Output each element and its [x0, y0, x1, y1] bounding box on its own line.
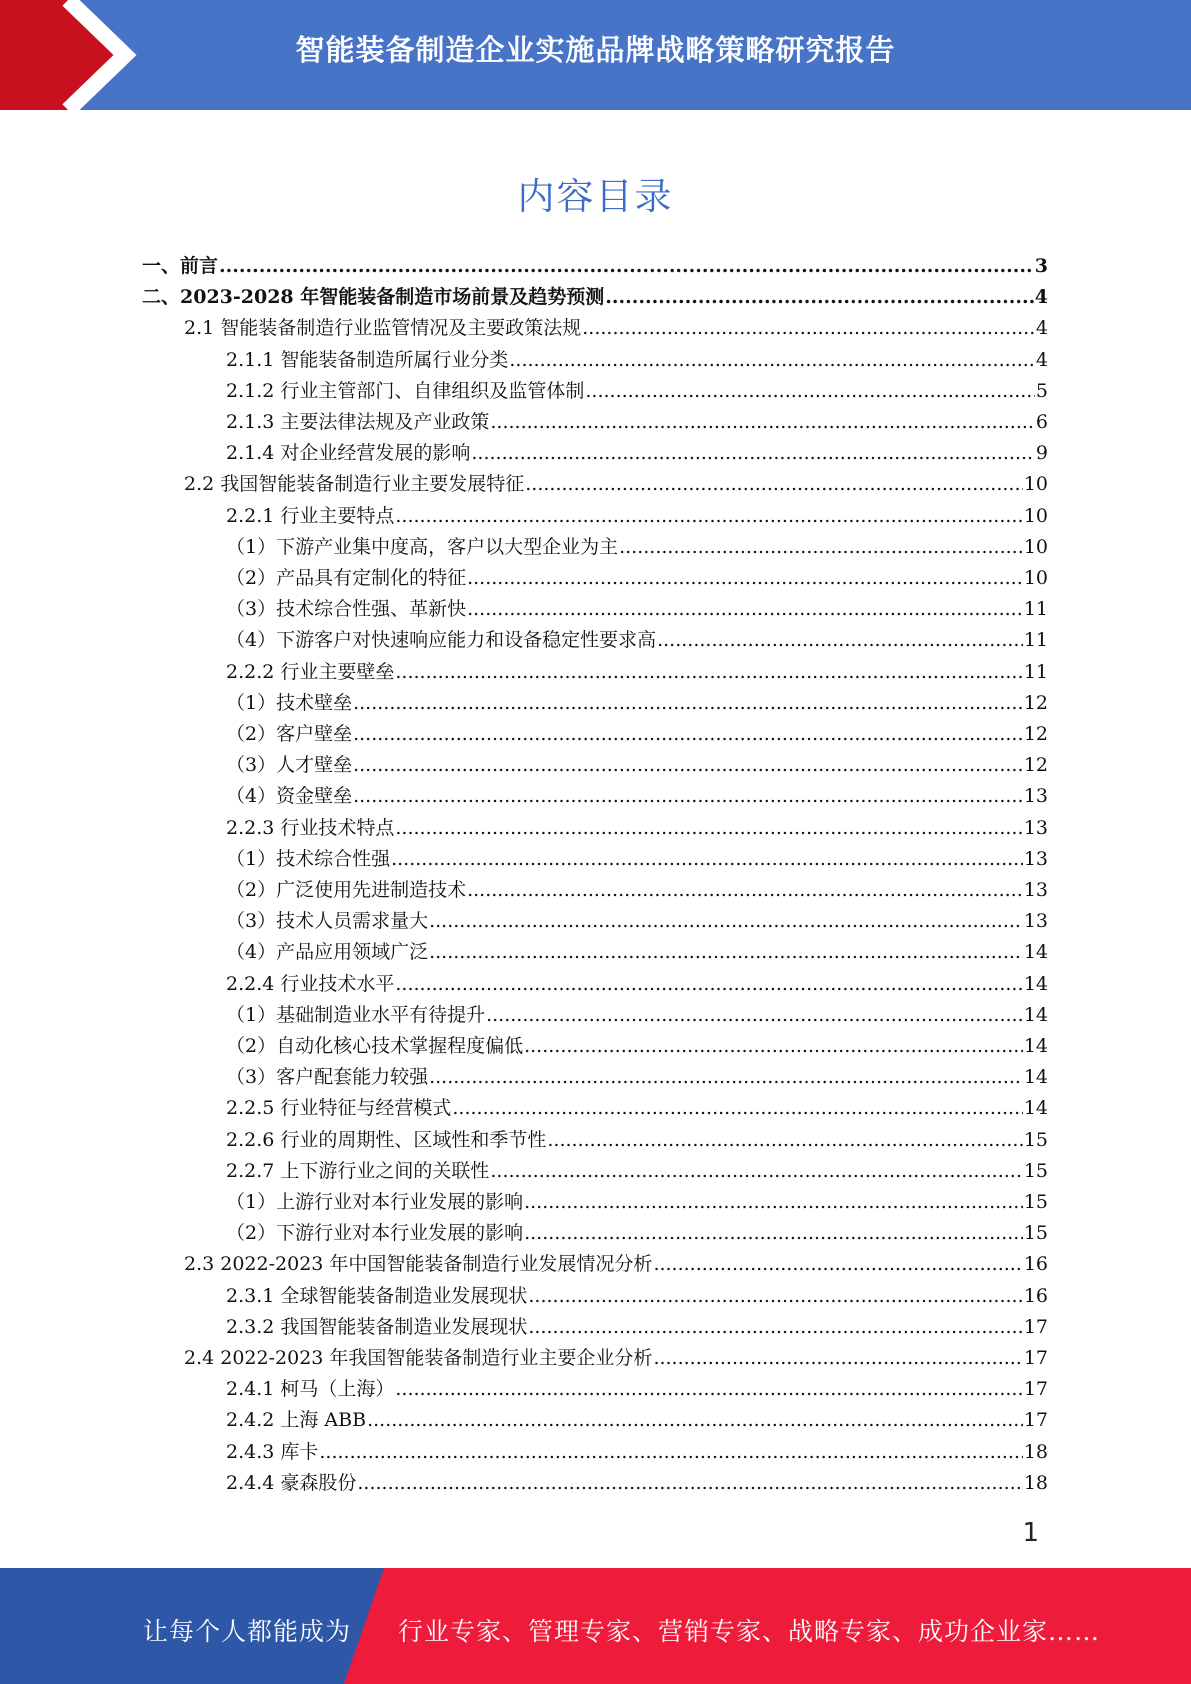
toc-leader-dots	[429, 907, 1023, 935]
toc-entry-page: 15	[1023, 1222, 1048, 1245]
toc-entry[interactable]	[226, 1469, 1048, 1497]
toc-entry[interactable]	[226, 408, 1048, 436]
toc-leader-dots	[524, 1032, 1023, 1060]
report-title: 智能装备制造企业实施品牌战略策略研究报告	[295, 33, 896, 67]
toc-entry[interactable]	[226, 782, 1048, 810]
page-header	[0, 0, 1191, 110]
toc-leader-dots	[528, 1282, 1022, 1310]
toc-entry[interactable]	[184, 470, 1048, 498]
page-footer	[0, 1568, 1191, 1684]
toc-entry-page: 10	[1023, 567, 1048, 589]
toc-entry[interactable]	[226, 502, 1048, 530]
toc-entry[interactable]	[226, 626, 1048, 654]
toc-leader-dots	[367, 1406, 1023, 1434]
toc-leader-dots	[353, 751, 1023, 779]
toc-entry-page: 14	[1023, 972, 1048, 995]
toc-entry-page: 15	[1023, 1159, 1048, 1182]
toc-entry[interactable]	[226, 876, 1048, 904]
toc-leader-dots	[452, 1094, 1022, 1122]
toc-entry-label: 2.1.2 行业主管部门、自律组织及监管体制	[226, 379, 585, 402]
toc-entry-label: 2.2.3 行业技术特点	[226, 816, 395, 839]
toc-leader-dots	[467, 595, 1023, 623]
toc-entry-label: （3）客户配套能力较强	[226, 1066, 429, 1089]
toc-leader-dots	[490, 1157, 1022, 1185]
toc-leader-dots	[319, 1438, 1022, 1466]
toc-entry[interactable]	[226, 439, 1048, 467]
toc-entry[interactable]	[226, 1375, 1048, 1403]
toc-entry-page: 4	[1034, 286, 1048, 309]
toc-entry-label: 2.1.4 对企业经营发展的影响	[226, 442, 471, 465]
toc-entry-page: 14	[1023, 941, 1048, 964]
toc-leader-dots	[219, 252, 1034, 280]
footer-slogan-right: 行业专家、管理专家、营销专家、战略专家、成功企业家……	[398, 1617, 1101, 1646]
toc-entry[interactable]	[226, 1406, 1048, 1434]
toc-leader-dots	[353, 689, 1023, 717]
toc-entry-label: （4）下游客户对快速响应能力和设备稳定性要求高	[226, 629, 657, 652]
toc-leader-dots	[395, 1375, 1022, 1403]
toc-entry[interactable]	[226, 814, 1048, 842]
toc-heading: 内容目录	[517, 175, 674, 218]
toc-entry-label: 2.2.5 行业特征与经营模式	[226, 1097, 452, 1120]
toc-leader-dots	[653, 1250, 1022, 1278]
toc-leader-dots	[524, 1188, 1023, 1216]
toc-leader-dots	[657, 626, 1023, 654]
toc-leader-dots	[471, 439, 1035, 467]
toc-entry-page: 12	[1023, 754, 1048, 777]
toc-entry[interactable]	[226, 1032, 1048, 1060]
toc-entry[interactable]	[226, 1063, 1048, 1091]
toc-entry[interactable]	[226, 1126, 1048, 1154]
toc-entry[interactable]	[184, 1250, 1048, 1278]
toc-entry-page: 18	[1023, 1471, 1048, 1494]
toc-entry-label: 一、前言	[142, 255, 219, 277]
toc-entry-page: 13	[1023, 910, 1048, 933]
toc-entry-page: 10	[1023, 504, 1048, 527]
toc-entry-label: 2.2.7 上下游行业之间的关联性	[226, 1159, 490, 1182]
toc-entry-page: 17	[1023, 1315, 1048, 1338]
toc-entry-page: 14	[1023, 1066, 1048, 1089]
toc-entry-page: 16	[1023, 1253, 1048, 1276]
toc-entry-label: 2.4 2022-2023 年我国智能装备制造行业主要企业分析	[184, 1347, 653, 1369]
toc-entry-label: 2.2.1 行业主要特点	[226, 504, 395, 527]
toc-entry-label: 2.2 我国智能装备制造行业主要发展特征	[184, 473, 525, 496]
toc-entry[interactable]	[226, 377, 1048, 405]
toc-leader-dots	[353, 720, 1023, 748]
toc-entry-page: 4	[1035, 317, 1048, 340]
toc-entry-page: 13	[1023, 816, 1048, 839]
toc-entry[interactable]	[226, 751, 1048, 779]
toc-entry-label: （1）基础制造业水平有待提升	[226, 1003, 486, 1026]
toc-entry-page: 17	[1023, 1347, 1048, 1369]
toc-entry[interactable]	[226, 1094, 1048, 1122]
toc-entry[interactable]	[226, 938, 1048, 966]
header-red-arrow	[0, 0, 125, 110]
toc-leader-dots	[509, 346, 1035, 374]
toc-entry-page: 12	[1023, 691, 1048, 714]
toc-entry-page: 6	[1035, 411, 1048, 433]
toc-entry-label: （2）广泛使用先进制造技术	[226, 879, 467, 901]
toc-entry[interactable]	[226, 1438, 1048, 1466]
toc-leader-dots	[605, 283, 1034, 311]
toc-entry[interactable]	[184, 1344, 1048, 1372]
toc-leader-dots	[395, 814, 1022, 842]
toc-entry-label: （1）下游产业集中度高，客户以大型企业为主	[226, 535, 619, 558]
toc-entry-page: 13	[1023, 847, 1048, 870]
toc-entry-label: 2.1 智能装备制造行业监管情况及主要政策法规	[184, 317, 582, 340]
toc-leader-dots	[525, 470, 1023, 498]
toc-entry-label: （2）下游行业对本行业发展的影响	[226, 1222, 524, 1245]
toc-entry-label: 2.3.2 我国智能装备制造业发展现状	[226, 1315, 528, 1338]
toc-entry-page: 13	[1023, 785, 1048, 808]
toc-entry[interactable]	[226, 533, 1048, 561]
toc-entry-label: 2.2.6 行业的周期性、区域性和季节性	[226, 1128, 547, 1151]
toc-entry[interactable]	[226, 970, 1048, 998]
toc-leader-dots	[486, 1001, 1023, 1029]
toc-entry-label: 2.1.3 主要法律法规及产业政策	[226, 411, 490, 433]
toc-leader-dots	[467, 564, 1023, 592]
toc-leader-dots	[547, 1126, 1022, 1154]
toc-entry-label: （3）技术综合性强、革新快	[226, 598, 467, 621]
toc-entry-label: （1）技术壁垒	[226, 691, 353, 714]
toc-leader-dots	[582, 314, 1035, 342]
toc-entry[interactable]	[226, 845, 1048, 873]
toc-entry[interactable]	[226, 1313, 1048, 1341]
toc-entry[interactable]	[226, 346, 1048, 374]
toc-entry-label: 二、2023-2028 年智能装备制造市场前景及趋势预测	[142, 286, 605, 309]
toc-entry-page: 3	[1034, 255, 1048, 277]
toc-entry[interactable]	[226, 1282, 1048, 1310]
toc-leader-dots	[619, 533, 1023, 561]
toc-entry-page: 12	[1023, 723, 1048, 745]
toc-entry-label: 2.1.1 智能装备制造所属行业分类	[226, 348, 509, 371]
toc-entry-page: 5	[1035, 379, 1048, 402]
toc-entry-page: 11	[1023, 598, 1048, 621]
toc-entry-page: 4	[1035, 348, 1048, 371]
toc-entry-label: 2.4.1 柯马（上海）	[226, 1378, 395, 1401]
toc-entry-page: 15	[1023, 1128, 1048, 1151]
toc-entry-page: 14	[1023, 1003, 1048, 1026]
toc-leader-dots	[391, 845, 1023, 873]
toc-entry[interactable]	[226, 1157, 1048, 1185]
toc-entry-label: 2.2.4 行业技术水平	[226, 972, 395, 995]
toc-entry-label: （2）产品具有定制化的特征	[226, 567, 467, 589]
toc-entry-label: 2.4.2 上海 ABB	[226, 1409, 367, 1432]
toc-entry-label: （1）上游行业对本行业发展的影响	[226, 1191, 524, 1213]
toc-entry[interactable]	[226, 595, 1048, 623]
toc-entry[interactable]	[142, 283, 1048, 311]
toc-leader-dots	[353, 782, 1023, 810]
toc-entry-page: 15	[1023, 1191, 1048, 1213]
toc-leader-dots	[528, 1313, 1022, 1341]
toc-entry-label: （4）产品应用领域广泛	[226, 941, 429, 964]
footer-slogan-left: 让每个人都能成为	[143, 1617, 352, 1646]
toc-leader-dots	[395, 502, 1022, 530]
page-number: 1	[1022, 1518, 1039, 1548]
toc-leader-dots	[653, 1344, 1022, 1372]
toc-entry[interactable]	[226, 1188, 1048, 1216]
toc-entry-page: 11	[1023, 660, 1048, 683]
toc-entry-label: 2.3 2022-2023 年中国智能装备制造行业发展情况分析	[184, 1253, 653, 1276]
toc-entry-page: 14	[1023, 1035, 1048, 1057]
toc-entry-page: 18	[1023, 1440, 1048, 1463]
toc-entry-page: 9	[1035, 442, 1048, 465]
toc-entry[interactable]	[226, 689, 1048, 717]
toc-entry-page: 13	[1023, 879, 1048, 901]
toc-entry-label: 2.3.1 全球智能装备制造业发展现状	[226, 1284, 528, 1307]
toc-entry-page: 14	[1023, 1097, 1048, 1120]
toc-entry-page: 11	[1023, 629, 1048, 652]
toc-entry-label: 2.4.4 豪森股份	[226, 1471, 357, 1494]
toc-entry[interactable]	[226, 658, 1048, 686]
toc-entry-label: （4）资金壁垒	[226, 785, 353, 808]
toc-entry-label: 2.2.2 行业主要壁垒	[226, 660, 395, 683]
toc-entry[interactable]	[184, 314, 1048, 342]
toc-entry-page: 10	[1023, 535, 1048, 558]
toc-entry[interactable]	[226, 564, 1048, 592]
toc-entry-label: （3）技术人员需求量大	[226, 910, 429, 933]
toc-leader-dots	[395, 658, 1022, 686]
toc-leader-dots	[467, 876, 1023, 904]
toc-entry[interactable]	[226, 907, 1048, 935]
toc-leader-dots	[357, 1469, 1022, 1497]
toc-entry[interactable]	[226, 1001, 1048, 1029]
toc-entry[interactable]	[142, 252, 1048, 280]
toc-leader-dots	[429, 938, 1023, 966]
toc-entry-page: 17	[1023, 1378, 1048, 1401]
toc-entry[interactable]	[226, 1219, 1048, 1247]
toc-leader-dots	[490, 408, 1035, 436]
toc-entry-label: （2）客户壁垒	[226, 723, 353, 745]
toc-entry-label: （3）人才壁垒	[226, 754, 353, 777]
toc-entry-label: （1）技术综合性强	[226, 847, 391, 870]
toc-leader-dots	[585, 377, 1035, 405]
toc-entry-page: 17	[1023, 1409, 1048, 1432]
toc-leader-dots	[429, 1063, 1023, 1091]
toc-entry-label: 2.4.3 库卡	[226, 1440, 319, 1463]
toc-entry[interactable]	[226, 720, 1048, 748]
toc-entry-page: 16	[1023, 1284, 1048, 1307]
toc-leader-dots	[395, 970, 1022, 998]
toc-leader-dots	[524, 1219, 1023, 1247]
toc-entry-label: （2）自动化核心技术掌握程度偏低	[226, 1035, 524, 1057]
toc-entry-page: 10	[1023, 473, 1048, 496]
